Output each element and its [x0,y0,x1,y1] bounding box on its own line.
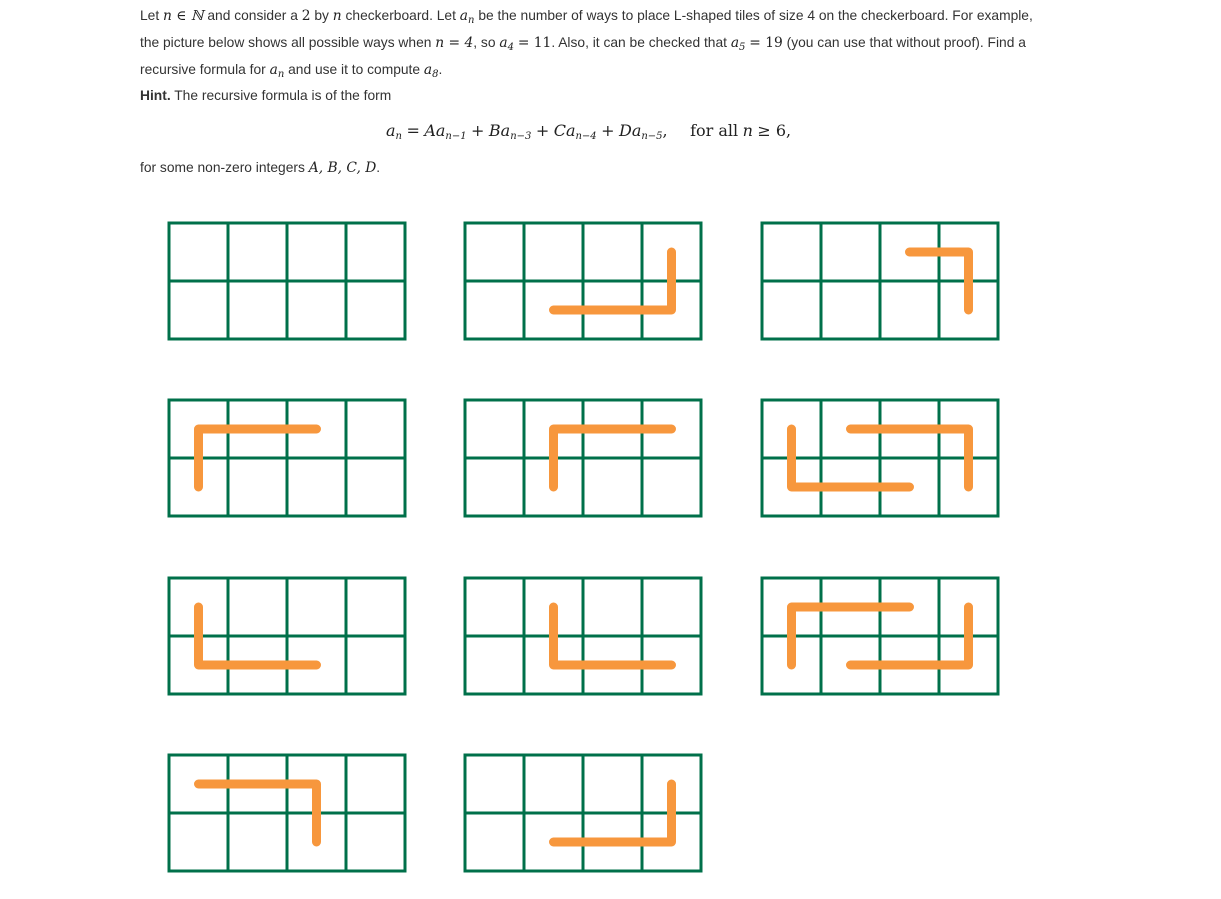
formula-plus: + [471,121,485,140]
formula-cond-ge: ≥ 6, [757,121,792,140]
formula-plus: + [601,121,615,140]
math-n-eq-4: n = 4 [435,35,474,51]
hint-text: The recursive formula is of the form [174,88,392,103]
formula-equals: = [406,121,420,140]
text: . [376,160,381,175]
math-eq-19: = 19 [749,35,783,51]
math-two: 2 [301,8,311,24]
math-n-in-naturals: n ∈ ℕ [163,8,204,24]
formula-plus: + [535,121,550,140]
formula-cond-n: n [742,121,753,140]
math-a: a [459,8,469,24]
checkerboard [465,755,701,871]
math-a: a [423,62,433,78]
formula-term: Da [618,121,642,140]
math-a: a [269,62,278,78]
text: Let [140,8,160,23]
checkerboard [169,400,405,516]
text: . [438,62,443,77]
text: checkerboard. Let [345,8,456,23]
math-eq-11: = 11 [517,35,552,51]
checkerboard [169,223,405,339]
formula-subscript: n−4 [575,131,597,142]
formula-term: Aa [424,121,446,140]
math-subscript: n [468,15,475,26]
formula-comma: , [662,121,668,140]
formula-subscript: n [395,131,402,142]
formula-lhs: a [386,121,396,140]
math-a: a [730,35,740,51]
checkerboard [465,223,701,339]
formula-condition: for all [690,121,739,140]
checkerboard [169,755,405,871]
hint-label: Hint. [140,88,171,103]
math-subscript: 8 [432,69,439,80]
checkerboard [762,578,998,694]
math-n: n [332,8,342,24]
text: . Also, it can be checked that [551,35,727,50]
math-subscript: n [277,69,285,80]
checkerboard [169,578,405,694]
formula-subscript: n−5 [641,131,663,142]
checkerboard [465,578,701,694]
text: (you can use that without proof). Find a recursive formula for [140,35,1026,77]
text: and use it to compute [288,62,421,77]
text: for some non-zero integers [140,160,305,175]
formula-term: Ba [488,121,511,140]
formula-subscript: n−3 [510,131,532,142]
math-subscript: 4 [507,42,514,53]
text: and consider a [207,8,298,23]
text: be the number of ways to place L-shaped tiles of size 4 on the checkerboard. For example, the picture below shows all possible ways when [140,8,1033,50]
text: by [314,8,329,23]
math-subscript: 5 [739,42,746,53]
checkerboard [762,400,998,516]
formula-subscript: n−1 [445,131,467,142]
math-vars: A, B, C, D [308,160,377,176]
checkerboard [762,223,998,339]
math-a: a [499,35,508,51]
checkerboard [465,400,701,516]
formula-term: Ca [553,121,576,140]
text: , so [473,35,496,50]
